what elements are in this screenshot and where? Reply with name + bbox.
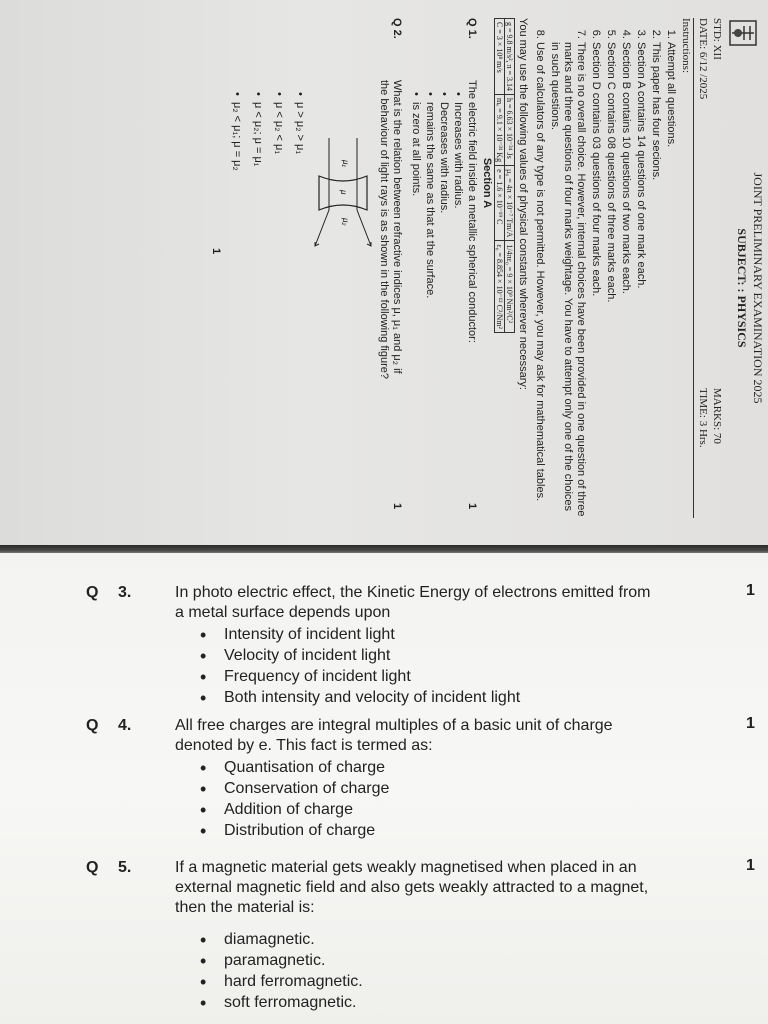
question-label: Q 1.	[466, 18, 478, 39]
options-list	[200, 625, 520, 709]
table-row	[505, 19, 515, 333]
table-row	[495, 19, 505, 333]
table-cell: g = 9.8 m/s², π = 3.14	[505, 19, 515, 95]
question-text-line: then the material is:	[175, 899, 315, 916]
options-list	[409, 92, 464, 518]
options-list	[200, 758, 389, 842]
options-list	[200, 930, 363, 1014]
question-text-line: In photo electric effect, the Kinetic Energy of electrons emitted from	[175, 584, 651, 601]
option-item: • is zero at all points.	[409, 92, 422, 518]
section-a-title: Section A	[481, 157, 493, 209]
instruction-item: 7. There is no overall choice. However, internal choices have been provided in one question of three marks and three questions of four marks weightage. You have to attempt only one of the choices in such questions.	[548, 42, 587, 518]
question-text-line: external magnetic field and also gets weakly attracted to a magnet,	[175, 879, 649, 896]
instruction-item: 2. This paper has four secions.	[649, 42, 662, 518]
time-label: TIME: 3 Hrs.	[697, 388, 709, 448]
question-text-line: All free charges are integral multiples of a basic unit of charge	[175, 717, 613, 734]
option-item: • Increases with radius.	[451, 92, 464, 518]
table-cell: μ₀ = 4π × 10⁻⁷ Tm/A	[505, 166, 515, 241]
question-text: The electric field inside a metallic spherical conductor:	[466, 80, 478, 343]
instructions-block	[209, 18, 698, 518]
instruction-item: 3. Section A contains 14 questions of one mark each.	[634, 42, 647, 518]
page-number: 1	[210, 248, 222, 255]
question-marks: 1	[391, 503, 403, 510]
rotated-page-content	[210, 18, 768, 558]
question-marks: 1	[746, 582, 755, 599]
question-text-line: a metal surface depends upon	[175, 604, 391, 621]
instructions-heading: Instructions:	[680, 18, 692, 73]
option-item: • μ₂ < μ₁; μ = μ₂	[230, 92, 243, 518]
question-label: Q	[86, 584, 99, 601]
question-number: 5.	[118, 859, 132, 876]
question-label: Q	[86, 859, 99, 876]
constants-intro: You may use the following values of physical constants wherever necessary:	[517, 18, 529, 390]
option-item: • Addition of charge	[200, 800, 389, 821]
instruction-item: 1. Attempt all questions.	[664, 42, 677, 518]
instruction-item: 8. Use of calculators of any type is not permitted. However, you may ask for mathematical tables.	[533, 42, 546, 518]
option-item: • Distribution of charge	[200, 821, 389, 842]
figure-label-mu2: μ₂	[341, 218, 350, 226]
question-text-line: denoted by e. This fact is termed as:	[175, 737, 433, 754]
date-label: DATE: 6/12 /2025	[697, 18, 709, 100]
question-1	[409, 18, 478, 518]
option-item: • Decreases with radius.	[437, 92, 450, 518]
header-right	[696, 388, 724, 448]
figure-label-mu1: μ₁	[341, 160, 350, 167]
constants-table	[494, 18, 515, 333]
question-text: What is the relation between refractive indices μ, μ₁ and μ₂ if the behaviour of light rays is as shown in the following figure?	[378, 80, 403, 380]
instruction-item: 4. Section B contains 10 questions of two marks each.	[619, 42, 632, 518]
header-left	[696, 18, 724, 99]
instruction-item: 6. Section D contains 03 questions of four marks each.	[589, 42, 602, 518]
option-item: • remains the same as that at the surface.	[423, 92, 436, 518]
concave-lens-figure	[313, 138, 373, 248]
option-item: • Frequency of incident light	[200, 667, 520, 688]
instructions-list	[533, 18, 677, 518]
figure-label-mu: μ	[339, 190, 348, 195]
table-cell: mₑ = 9.1 × 10⁻³¹ Kg	[495, 95, 505, 166]
instruction-item: 5. Section C contains 08 questions of three marks each.	[604, 42, 617, 518]
table-cell: ε₀ = 8.854 × 10⁻¹² C²/Nm²	[495, 241, 505, 333]
option-item: • paramagnetic.	[200, 951, 363, 972]
option-item: • hard ferromagnetic.	[200, 972, 363, 993]
question-label: Q	[86, 717, 99, 734]
option-item: • Both intensity and velocity of incident light	[200, 688, 520, 709]
table-cell: C = 3 × 10⁸ m/s	[495, 19, 505, 95]
question-marks: 1	[466, 503, 478, 510]
option-item: • Conservation of charge	[200, 779, 389, 800]
exam-page-2	[0, 553, 768, 1024]
table-cell: h = 6.63 × 10⁻³⁴ Js	[505, 95, 515, 166]
option-item: • μ > μ₂ > μ₁	[293, 92, 306, 518]
exam-title: JOINT PRELIMINARY EXAMINATION 2025	[751, 172, 765, 404]
question-marks: 1	[746, 857, 755, 874]
option-item: • soft ferromagnetic.	[200, 993, 363, 1014]
table-cell: e = 1.6 × 10⁻¹⁹ C	[495, 166, 505, 241]
school-logo-icon	[726, 18, 760, 48]
option-item: • Intensity of incident light	[200, 625, 520, 646]
options-list	[230, 92, 306, 518]
subject-heading: SUBJECT: : PHYSICS	[735, 228, 749, 348]
question-2	[230, 18, 403, 518]
option-item: • μ < μ₂ < μ₁	[272, 92, 285, 518]
question-text-line: If a magnetic material gets weakly magnetised when placed in an	[175, 859, 637, 876]
std-label: STD: XII	[711, 18, 723, 60]
option-item: • diamagnetic.	[200, 930, 363, 951]
marks-label: MARKS: 70	[711, 388, 723, 444]
option-item: • Quantisation of charge	[200, 758, 389, 779]
option-item: • μ < μ₂; μ = μ₁	[251, 92, 264, 518]
question-number: 4.	[118, 717, 132, 734]
question-text	[175, 583, 725, 623]
question-number: 3.	[118, 584, 132, 601]
question-marks: 1	[746, 715, 755, 732]
question-text	[175, 716, 725, 756]
option-item: • Velocity of incident light	[200, 646, 520, 667]
question-label: Q 2.	[391, 18, 403, 39]
question-text	[175, 858, 725, 918]
table-cell: 1/4πε₀ = 9 × 10⁹ Nm²/C²	[505, 241, 515, 333]
